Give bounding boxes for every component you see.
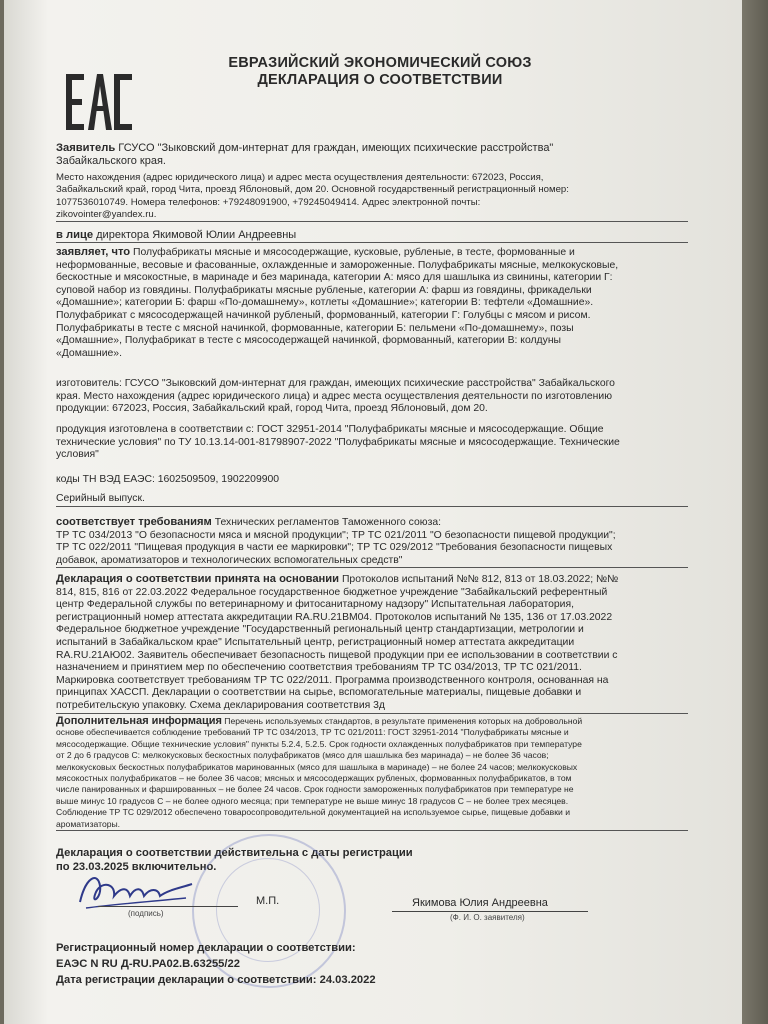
representative-line [56,228,688,243]
registration-section [56,940,688,988]
document-header [170,55,590,89]
validity-line: по 23.03.2025 включительно. [56,861,217,873]
signature-caption: (подпись) [128,909,164,918]
applicant-address-1: Место нахождения (адрес юридического лица) и адрес места осуществления деятельности: 672023, Россия, [56,172,544,183]
produced-line: технические условия" по ТУ 10.13.14-001-81798907-2022 "Полуфабрикаты мясные и мясосодержащие. Технические [56,436,620,448]
complies-line: ТР ТС 022/2011 "Пищевая продукция в части ее маркировки"; ТР ТС 029/2012 "Требования безопасности пищевых [56,542,613,554]
hs-codes: коды ТН ВЭД ЕАЭС: 1602509509, 1902209900 [56,474,280,485]
representative-label: в лице [56,229,94,241]
basis-line: потребительскую упаковку. Схема декларирования соответствия 3д [56,700,688,714]
produced-line: продукция изготовлена в соответствии с: ГОСТ 32951-2014 "Полуфабрикаты мясные и мясосодержащие. Общие [56,424,604,435]
additional-line: Соблюдение ТР ТС 029/2012 обеспечено товаросопроводительной документацией на используемое сырье, пищевые добавки и [56,807,570,818]
manufacturer-section [56,378,688,416]
applicant-region: Забайкальского края. [56,155,166,167]
serial-release: Серийный выпуск. [56,493,688,507]
applicant-label: Заявитель [56,142,116,154]
applicant-address-2: Забайкальский край, город Чита, проезд Яблоновый, дом 20. Основной государственный регистрационный номер: [56,184,569,196]
name-line [392,911,588,912]
basis-line: центр Федеральной службы по ветеринарному и фитосанитарному надзору" Испытательная лаборатория, [56,599,574,611]
basis-line: Федеральное бюджетное учреждение "Государственный региональный центр стандартизации, метрологии и [56,624,584,636]
declares-line: Полуфабрикаты мясные и мясосодержащие, кусковые, рубленые, в тесте, формованные и [133,247,575,258]
basis-line: 814, 815, 816 от 22.03.2022 Федеральное государственное бюджетное учреждение "Забайкальский референтный [56,586,608,598]
additional-section [56,716,688,831]
complies-line: Технических регламентов Таможенного союза: [214,517,441,528]
declares-label: заявляет, что [56,246,131,258]
declares-section [56,246,688,360]
additional-line: основе обеспечивается соблюдение требований ТР ТС 034/2013, ТР ТС 021/2011: ГОСТ 32951-2014 "Полуфабрикаты мясные и [56,727,569,738]
applicant-address-3: 1077536010749. Номера телефонов: +79248091900, +79245049414. Адрес электронной почты: [56,196,481,208]
basis-line: регистрационный номер аттестата аккредитации RA.RU.21BM04. Протоколов испытаний № 135, 136 от 17.03.2022 [56,611,613,623]
registration-number: ЕАЭС N RU Д-RU.PA02.B.63255/22 [56,958,240,970]
applicant-email: zikovointer@yandex.ru. [56,209,688,222]
applicant-section [56,142,688,222]
union-title: ЕВРАЗИЙСКИЙ ЭКОНОМИЧЕСКИЙ СОЮЗ [228,55,532,71]
registration-label: Регистрационный номер декларации о соответствии: [56,942,356,954]
validity-line: Декларация о соответствии действительна с даты регистрации [56,847,413,859]
representative-text: директора Якимовой Юлии Андреевны [96,229,297,241]
page-edge [742,0,768,1024]
basis-line: принципах ХАССП. Декларации о соответствии на сырье, вспомогательные материалы, пищевые добавки и [56,687,582,699]
applicant-name: ГСУСО "Зыковский дом-интернат для граждан, имеющих психические расстройства" [118,142,554,154]
basis-line: назначением и принятием мер по обеспечению соответствия требованиям ТР ТС 034/2013, ТР ТС 021/2011. [56,662,582,674]
additional-line: числе панированных и фаршированных – не более 24 часов. Срок годности замороженных полуфабрикатов при температуре не [56,784,574,795]
additional-line: мелкокусковых бескостных полуфабрикатов маринованных (мясо для шашлыка в маринаде) – не более 24 часов; мелкокусковых [56,761,578,772]
manufacturer-line: изготовитель: ГСУСО "Зыковский дом-интернат для граждан, имеющих психические расстройства" Забайкальского [56,378,615,389]
declaration-title: ДЕКЛАРАЦИЯ О СООТВЕТСТВИИ [257,72,503,88]
name-caption: (Ф. И. О. заявителя) [450,913,525,922]
complies-label: соответствует требованиям [56,516,212,528]
manufacturer-line: продукции: 672023, Россия, Забайкальский край, город Чита, проезд Яблоновый, дом 20. [56,403,488,415]
basis-section [56,573,688,714]
basis-line: Маркировка соответствует требованиям ТР ТС 022/2011. Программа производственного контроля, основанная на [56,674,609,686]
basis-line: RA.RU.21АЮ02. Заявитель обеспечивает безопасность пищевой продукции при ее использовании в соответствии с [56,649,618,661]
additional-label: Дополнительная информация [56,715,222,727]
complies-section [56,516,688,568]
declares-line: бескостные и мясокостные, в маринаде и без маринада, категории А: мясо для шашлыка из свинины, категории Г: [56,272,613,284]
additional-line: ароматизаторы. [56,819,688,831]
signer-name: Якимова Юлия Андреевна [412,897,548,909]
declares-line: «Домашние». [56,347,122,359]
signature-line [98,906,238,907]
declares-line: Полуфабрикаты в тесте с мясной начинкой, формованные, категории Б: пельмени «По-домашнему», позы [56,322,574,334]
declares-line: Полуфабрикат с мясосодержащей начинкой рубленый, формованный, категории Г: Голубцы с мясом и рисом. [56,309,591,321]
additional-line: Перечень используемых стандартов, в результате применения которых на добровольной [224,716,583,726]
registration-date: Дата регистрации декларации о соответствии: 24.03.2022 [56,974,376,986]
complies-line: добавок, ароматизаторов и технологических вспомогательных средств" [56,555,688,569]
seal-place-label: М.П. [256,895,280,907]
manufacturer-line: края. Место нахождения (адрес юридического лица) и адрес места осуществления деятельности по изготовлению [56,390,612,402]
produced-section [56,424,688,462]
complies-line: ТР ТС 034/2013 "О безопасности мяса и мясной продукции"; ТР ТС 021/2011 "О безопасности пищевой продукции"; [56,529,616,541]
declares-line: суповой набор из говядины. Полуфабрикаты мясные рубленые, категории А: фарш из говядины, фрикадельки [56,284,592,296]
additional-line: от 2 до 6 градусов С: мелкокусковых бескостных полуфабрикатов (мясо для шашлыка без маринада) – не более 36 часов; [56,750,549,761]
declares-line: неформованные, весовые и фасованные, охлажденные и замороженные. Полуфабрикаты мясные, мелкокусковые, [56,259,619,271]
basis-label: Декларация о соответствии принята на основании [56,573,340,585]
additional-line: мясокостных полуфабрикатов – не более 36 часов; мясных и мясосодержащих рубленых, формованных полуфабрикатов, в том [56,773,572,784]
declares-line: «Домашние», Полуфабрикат в тесте с мясосодержащей начинкой, формованный, категории В: колдуны [56,335,562,347]
additional-line: выше минус 10 градусов С – не более одного месяца; при температуре не выше минус 18 градусов С – не более трех месяцев. [56,795,569,806]
eac-logo [64,72,134,132]
additional-line: мясосодержащие. Общие технические условия" пункты 5.2.4, 5.2.5. Срок годности охлажденных полуфабрикатов при температуре [56,738,582,749]
basis-line: Протоколов испытаний №№ 812, 813 от 18.03.2022; №№ [341,574,619,585]
produced-line: условия" [56,449,99,461]
declares-line: «Домашние»; категории Б: фарш «По-домашнему», котлеты «Домашние»; категории В: тефтели «Домашние». [56,297,594,309]
basis-line: испытаний в Забайкальском крае" Испытательный центр, регистрационный номер аттестата аккредитации [56,636,575,648]
